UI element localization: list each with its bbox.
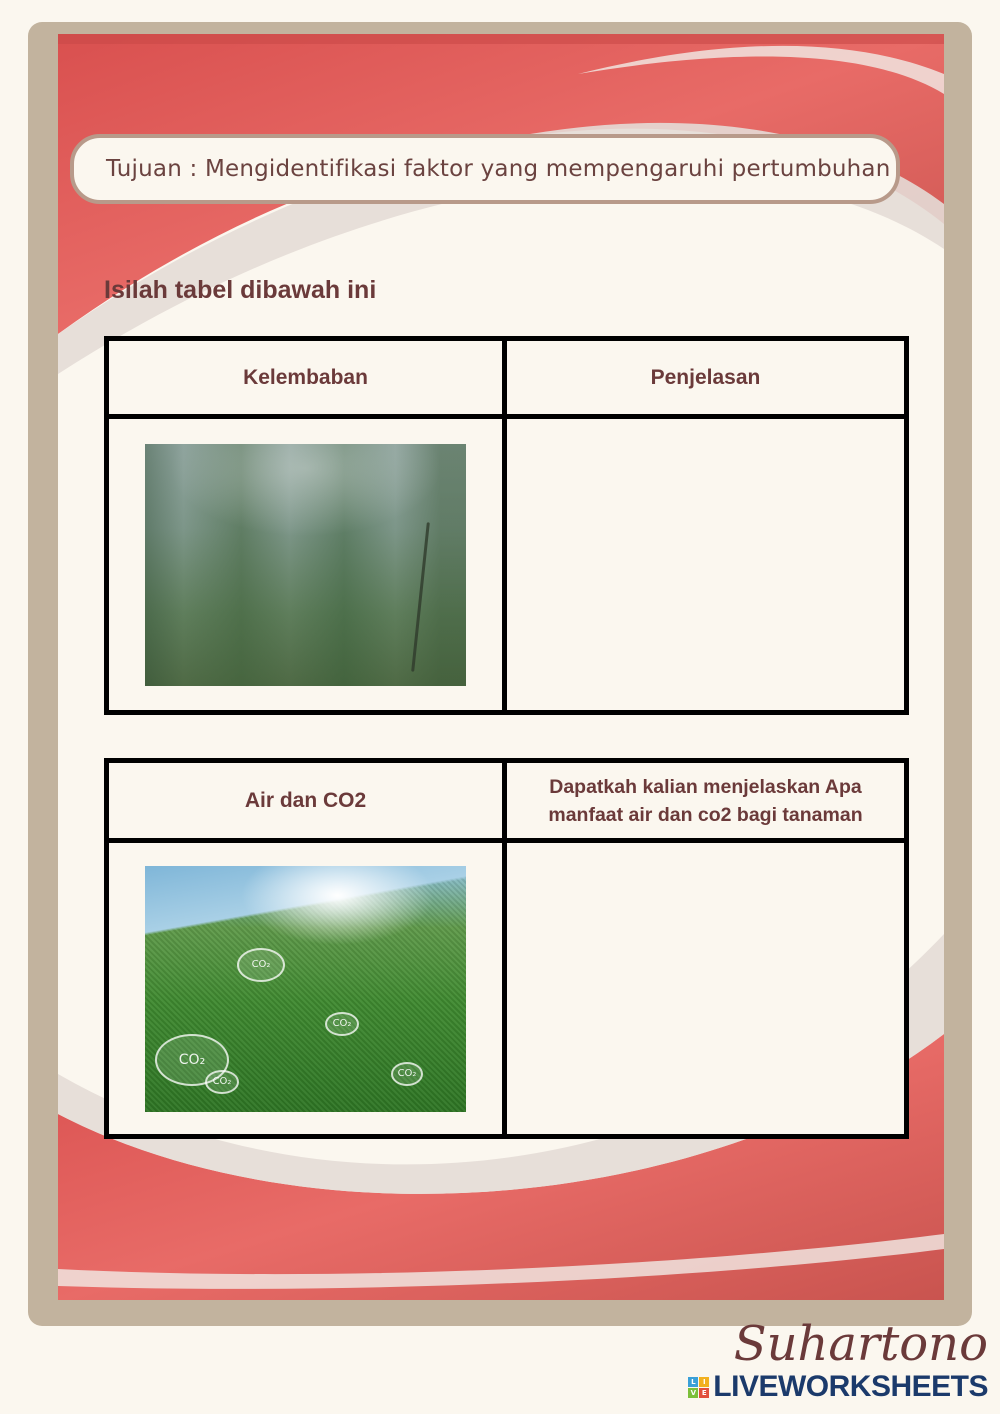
question-header-label: Dapatkah kalian menjelaskan Apa manfaat air dan co2 bagi tanaman [548,775,863,826]
humidity-image-cell [107,417,505,713]
liveworksheets-logo[interactable] [688,1370,988,1404]
humid-window-photo [145,444,466,686]
instruction-heading: Isilah tabel dibawah ini [104,276,377,304]
water-co2-answer-cell[interactable] [505,841,907,1137]
water-co2-header [107,761,505,841]
humidity-header-label: Kelembaban [243,365,368,389]
co2-bubble: CO₂ [325,1012,359,1036]
humidity-answer-cell[interactable] [505,417,907,713]
humidity-table [104,336,909,715]
author-signature: Suhartono [733,1316,988,1372]
liveworksheets-wordmark: LIVEWORKSHEETS [713,1370,988,1403]
co2-bubble: CO₂ [391,1062,423,1086]
co2-bubble: CO₂ [155,1034,229,1086]
humidity-header [107,339,505,417]
explanation-header-label: Penjelasan [650,365,761,389]
water-co2-header-label: Air dan CO2 [244,788,367,812]
co2-forest-photo [145,866,466,1112]
explanation-header [505,339,907,417]
co2-bubble: CO₂ [237,948,285,982]
goal-text: Tujuan : Mengidentifikasi faktor yang mempengaruhi pertumbuhan [106,156,891,182]
question-header [505,761,907,841]
co2-bubble: CO₂ [205,1070,239,1094]
branding [688,1316,988,1404]
water-co2-table [104,758,909,1139]
goal-banner [70,134,900,204]
co2-image-cell [107,841,505,1137]
liveworksheets-icon: L I V E [688,1377,709,1398]
